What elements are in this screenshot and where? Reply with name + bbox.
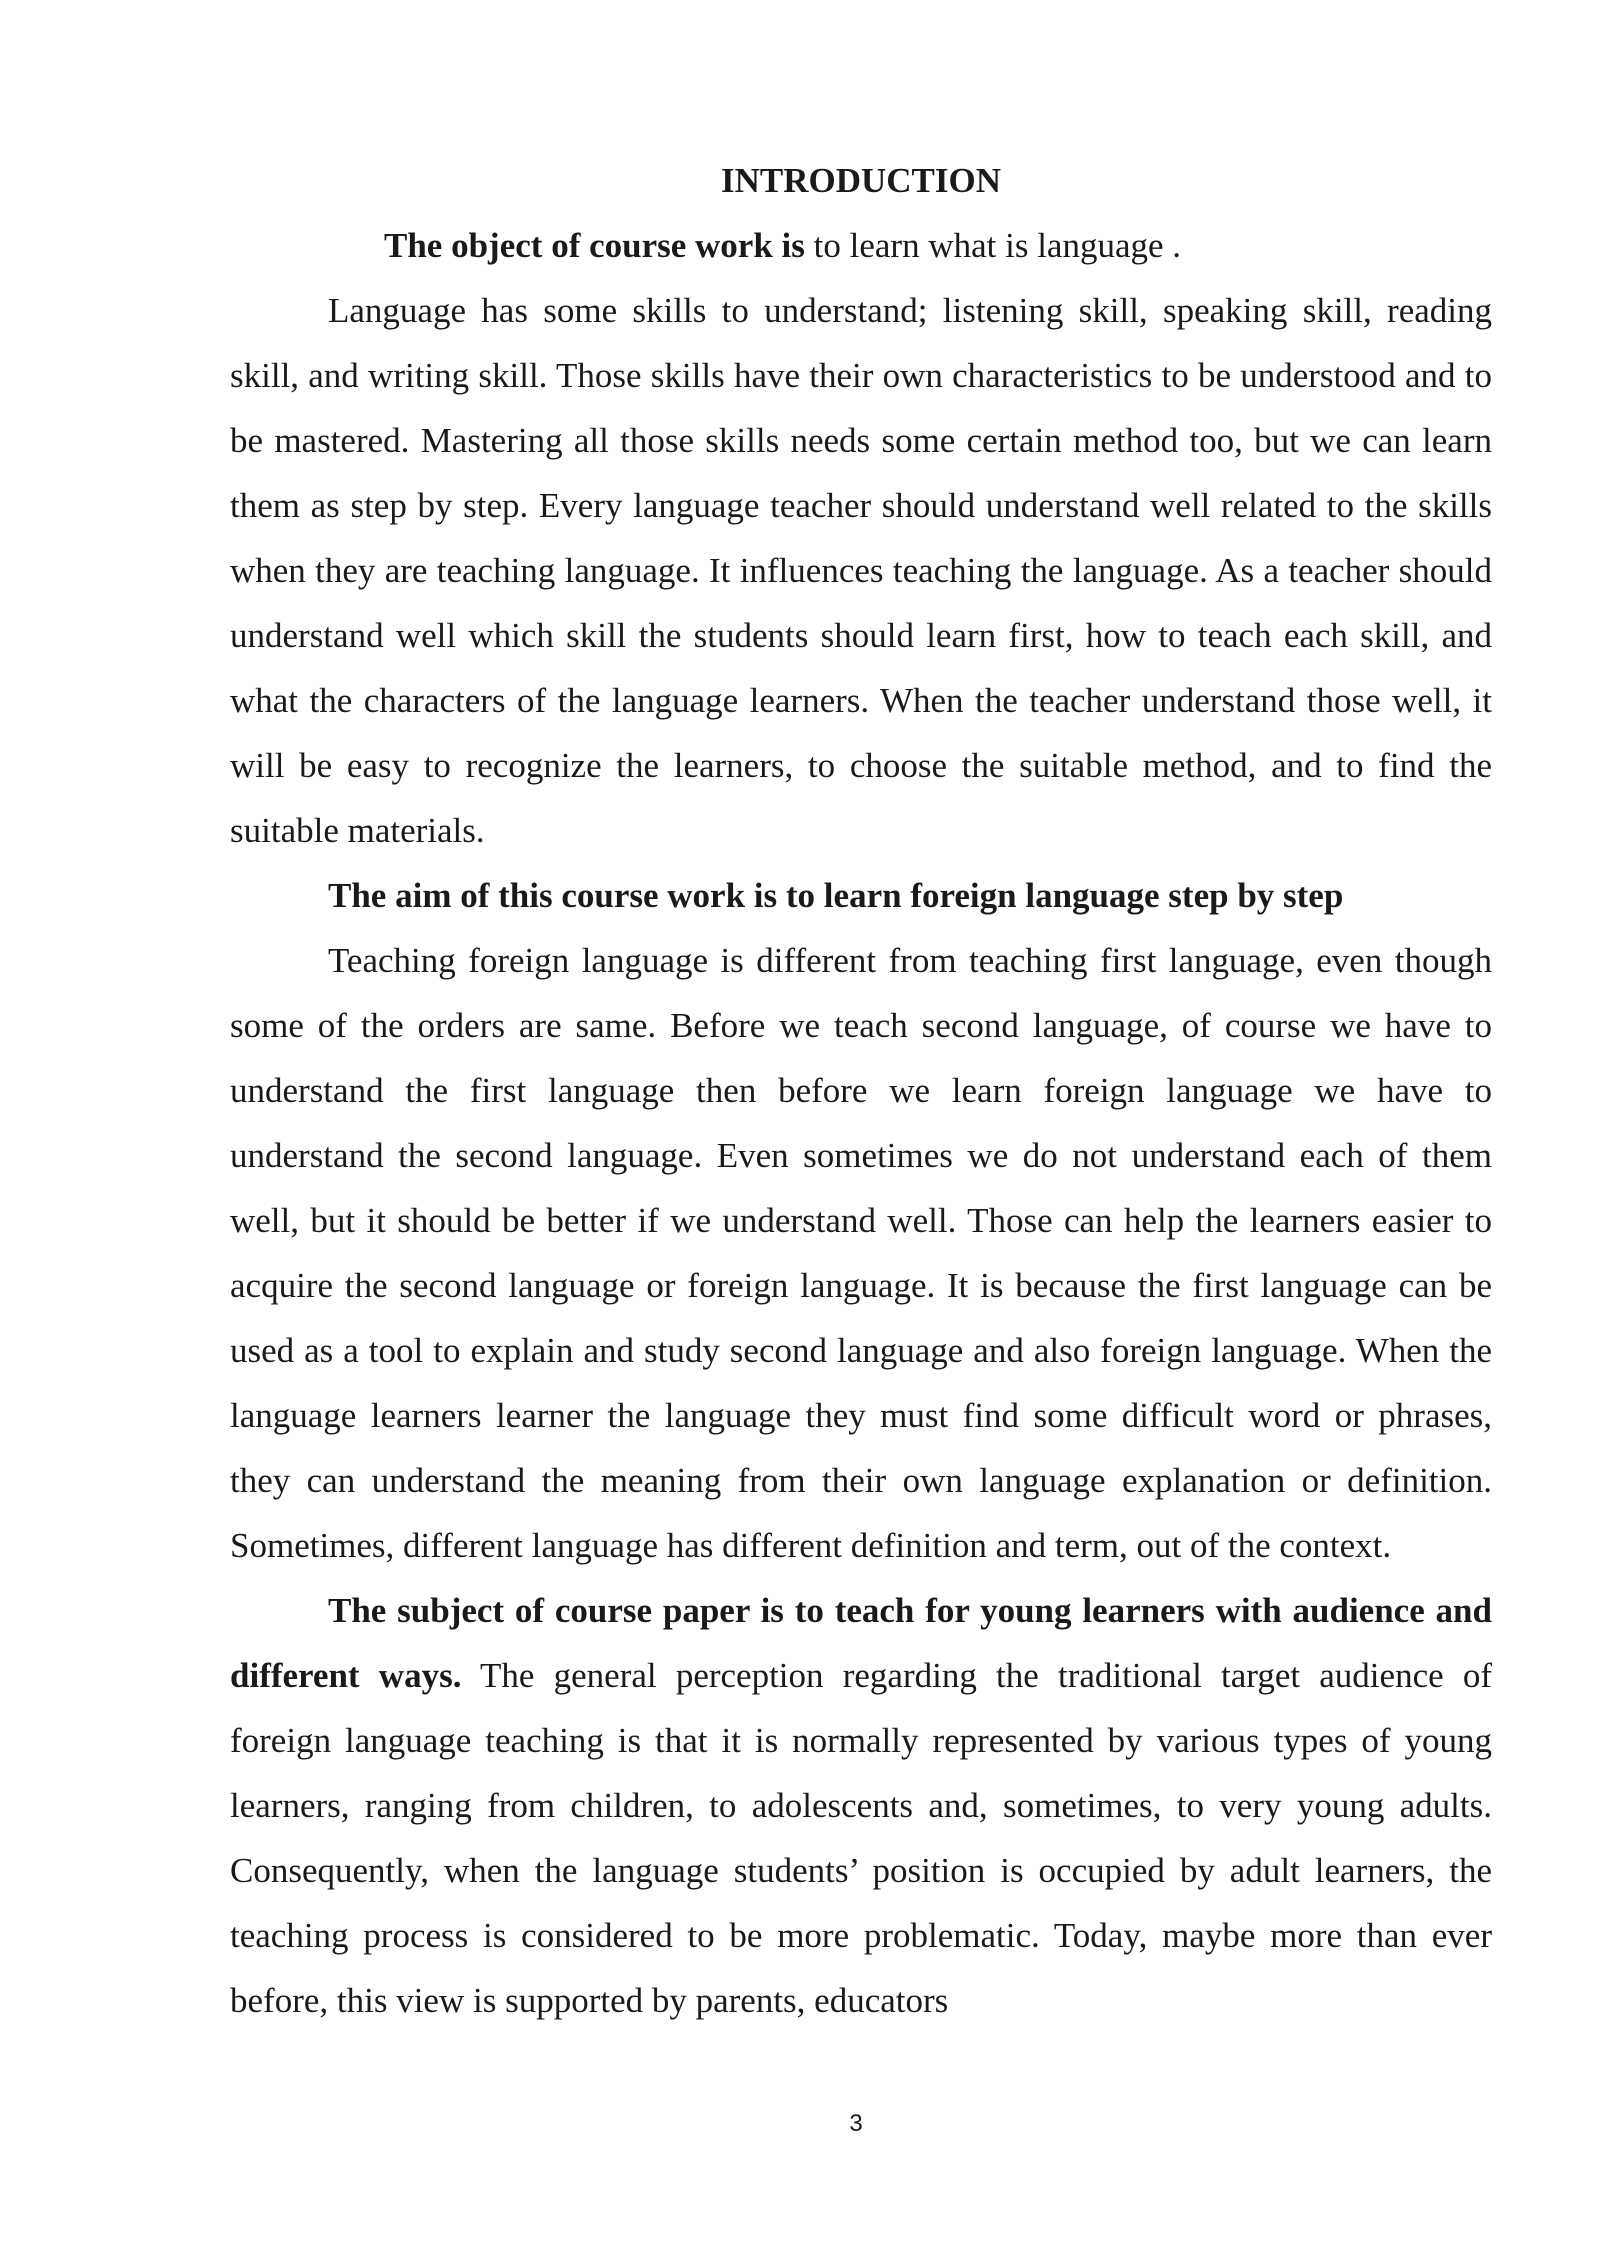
object-text: to learn what is language . — [804, 226, 1182, 265]
object-statement — [230, 213, 1492, 278]
page-number: 3 — [849, 2110, 863, 2137]
document-page — [230, 148, 1492, 2033]
paragraph-foreign-language: Teaching foreign language is different from teaching first language, even though some of the orders are same. Before we teach second language, of course we have to understand the first language then before we learn foreign language we have to understand the second language. Even sometimes we do not understand each of them well, but it should be better if we understand well. Those can help the learners easier to acquire the second language or foreign language. It is because the first language can be used as a tool to explain and study second language and also foreign language. When the language learners learner the language they must find some difficult word or phrases, they can understand the meaning from their own language explanation or definition. Sometimes, different language has different definition and term, out of the context. — [230, 941, 1492, 1565]
paragraph-subject — [230, 1578, 1492, 2033]
paragraph-skills: Language has some skills to understand; listening skill, speaking skill, reading skill, and writing skill. Those skills have their own characteristics to be understood and to be mastered. Mastering all those skills needs some certain method too, but we can learn them as step by step. Every language teacher should understand well related to the skills when they are teaching language. It influences teaching the language. As a teacher should understand well which skill the students should learn first, how to teach each skill, and what the characters of the language learners. When the teacher understand those well, it will be easy to recognize the learners, to choose the suitable method, and to find the suitable materials. — [230, 291, 1492, 850]
object-label: The object of course work is — [384, 226, 805, 265]
subject-text: The general perception regarding the traditional target audience of foreign language teaching is that it is normally represented by various types of young learners, ranging from children, to adolescents and, sometimes, to very young adults. Consequently, when the language students’ position is occupied by adult learners, the teaching process is considered to be more problematic. Today, maybe more than ever before, this view is supported by parents, educators — [230, 1656, 1492, 2020]
subject-label: The subject of course paper is to teach for young learners with audience and different ways. — [230, 1591, 1492, 1695]
aim-heading: The aim of this course work is to learn foreign language step by step — [328, 876, 1344, 915]
document-heading: INTRODUCTION — [720, 161, 1002, 200]
